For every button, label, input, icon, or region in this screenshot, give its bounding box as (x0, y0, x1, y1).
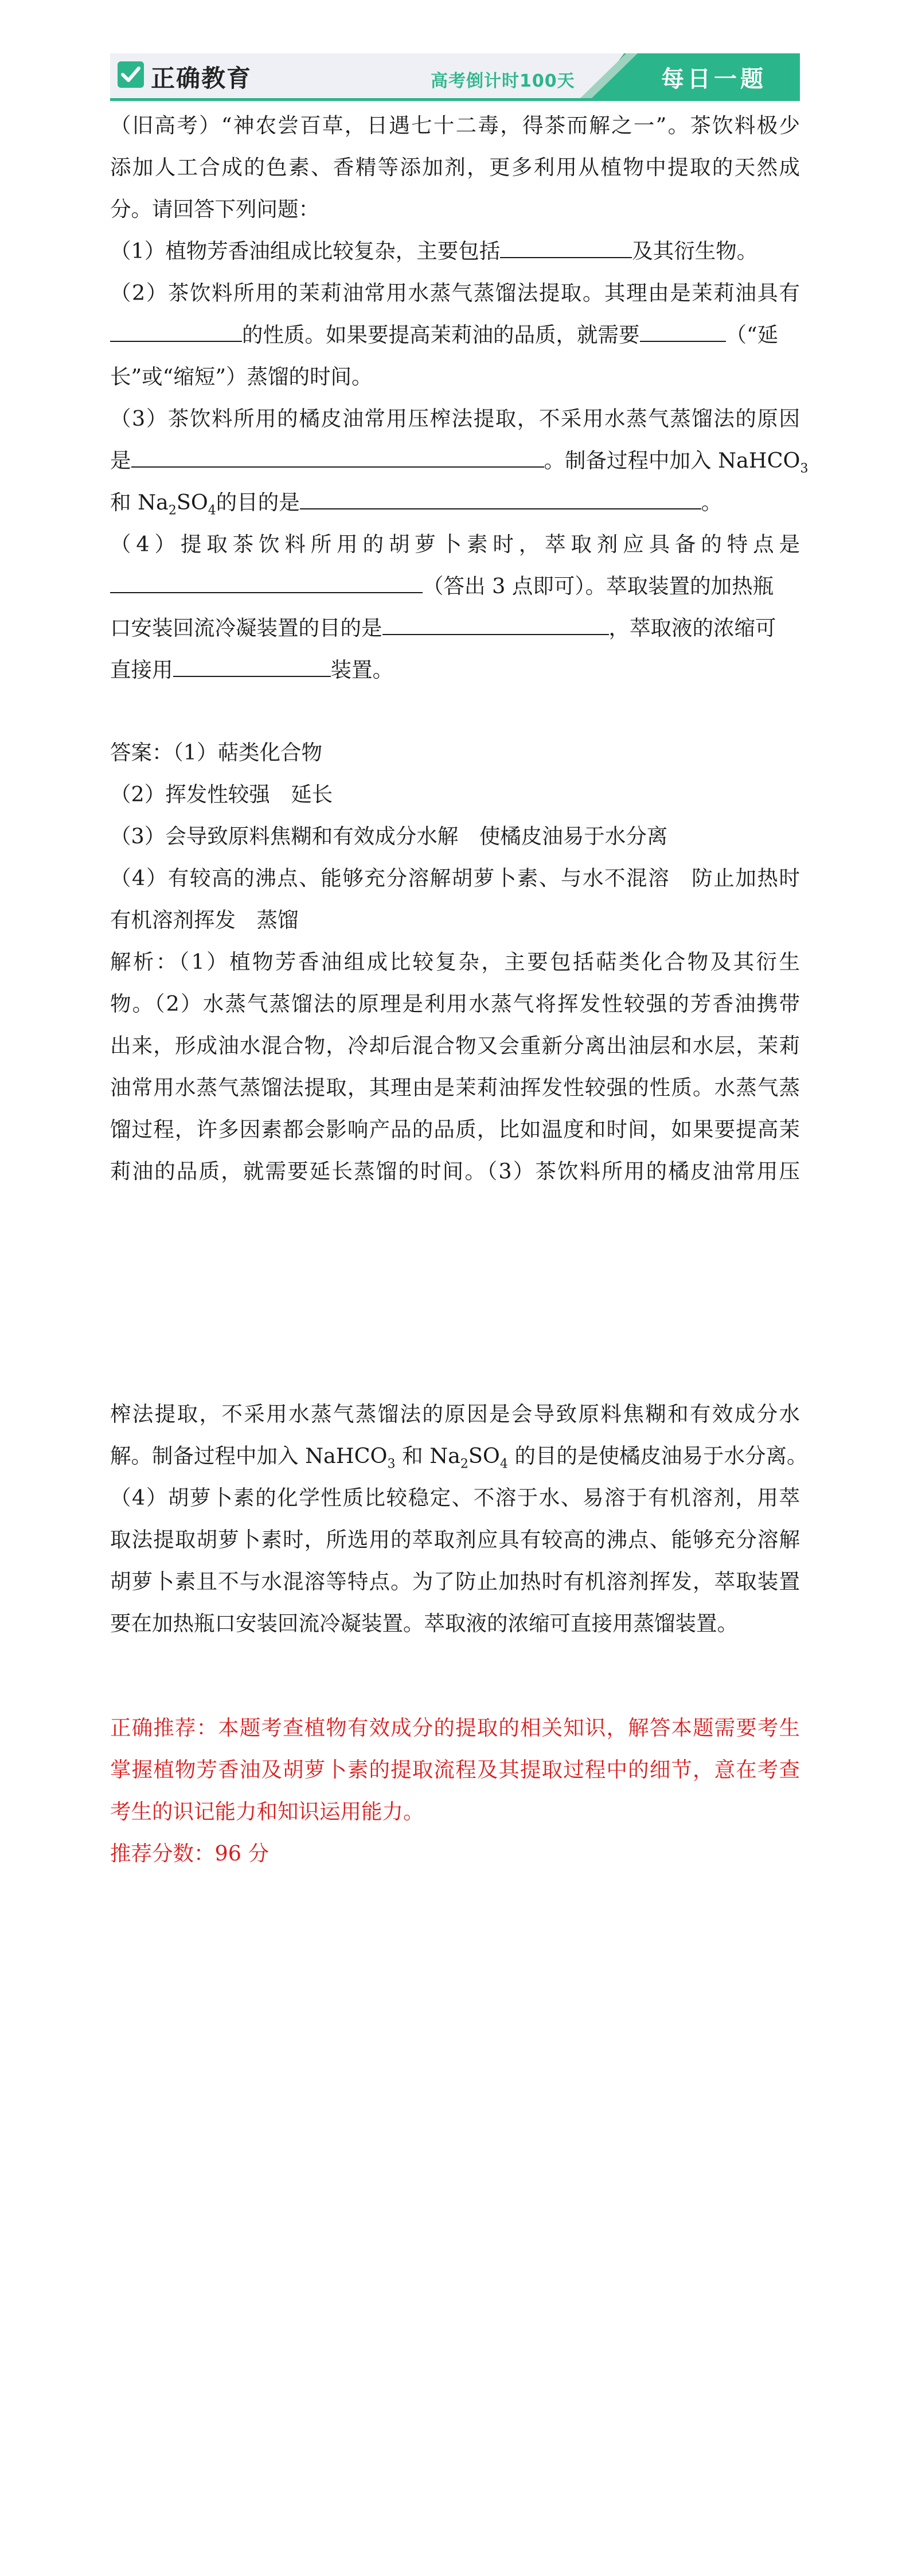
answer-line: 答案：（1）萜类化合物 (110, 740, 322, 765)
analysis-line: 出来，形成油水混合物，冷却后混合物又会重新分离出油层和水层，茉莉 (110, 1033, 800, 1058)
question-3-line: （3）茶饮料所用的橘皮油常用压榨法提取，不采用水蒸气蒸馏法的原因 (110, 406, 800, 431)
question-3-line: 是 。制备过程中加入 NaHCO$_3$ (110, 448, 809, 476)
answer-blank (500, 238, 632, 258)
answer-blank (300, 489, 701, 509)
recommendation-line: 正确推荐：本题考查植物有效成分的提取的相关知识，解答本题需要考生 (110, 1715, 800, 1740)
question-intro-line: （旧高考）“神农尝百草，日遇七十二毒，得茶而解之一”。茶饮料极少 (110, 113, 800, 138)
question-2-line: 长”或“缩短”）蒸馏的时间。 (110, 364, 373, 389)
answer-blank (382, 614, 609, 635)
analysis-line: 要在加热瓶口安装回流冷凝装置。萃取液的浓缩可直接用蒸馏装置。 (110, 1611, 738, 1636)
question-block (110, 104, 809, 691)
recommended-score: 推荐分数：96 分 (110, 1841, 270, 1866)
question-2-line: （2）茶饮料所用的茉莉油常用水蒸气蒸馏法提取。其理由是茉莉油具有 (110, 281, 800, 305)
question-4-line: （答出 3 点即可）。萃取装置的加热瓶 (110, 565, 800, 607)
analysis-continued-block (110, 1393, 808, 1644)
answer-line: （3）会导致原料焦糊和有效成分水解 使橘皮油易于水分离 (110, 824, 668, 849)
answer-line: （4）有较高的沸点、能够充分溶解胡萝卜素、与水不混溶 防止加热时 (110, 866, 800, 890)
answer-blank (131, 447, 544, 468)
question-1: （1）植物芳香油组成比较复杂，主要包括 及其衍生物。 (110, 239, 758, 263)
analysis-line: 解析：（1）植物芳香油组成比较复杂，主要包括萜类化合物及其衍生 (110, 950, 800, 974)
question-4-line: 直接用 装置。 (110, 657, 393, 682)
question-4-line: 口安装回流冷凝装置的目的是 ，萃取液的浓缩可 (110, 616, 776, 640)
analysis-line: 胡萝卜素且不与水混溶等特点。为了防止加热时有机溶剂挥发，萃取装置 (110, 1569, 800, 1594)
question-intro-line: 添加人工合成的色素、香精等添加剂，更多利用从植物中提取的天然成 (110, 155, 800, 180)
analysis-line: 馏过程，许多因素都会影响产品的品质，比如温度和时间，如果要提高茉 (110, 1117, 800, 1142)
answer-blank (110, 573, 423, 593)
daily-question-badge: 每日一题 (661, 66, 767, 92)
analysis-line: （4）胡萝卜素的化学性质比较稳定、不溶于水、易溶于有机溶剂，用萃 (110, 1485, 800, 1510)
question-4-line: （4）提取茶饮料所用的胡萝卜素时，萃取剂应具备的特点是 (110, 532, 800, 557)
header-underline (110, 98, 800, 101)
brand-name: 正确教育 (151, 64, 252, 92)
analysis-line: 解。制备过程中加入 NaHCO$_3$ 和 $Na_2SO_4$ 的目的是使橘皮油易于水分离。 (110, 1443, 808, 1472)
answer-line: （2）挥发性较强 延长 (110, 782, 333, 807)
answer-blank (110, 321, 242, 342)
analysis-line: 莉油的品质，就需要延长蒸馏的时间。（3）茶饮料所用的橘皮油常用压 (110, 1159, 800, 1184)
recommendation-line: 考生的识记能力和知识运用能力。 (110, 1799, 424, 1824)
question-3-line: 和 $Na_2SO_4$的目的是 。 (110, 490, 722, 518)
question-2-line: 的性质。如果要提高茉莉油的品质，就需要 （“延 (110, 314, 800, 356)
answer-block (110, 731, 800, 941)
answer-blank (640, 321, 726, 342)
answer-blank (173, 656, 331, 677)
exam-countdown: 高考倒计时100天 (431, 71, 575, 91)
analysis-line: 物。（2）水蒸气蒸馏法的原理是利用水蒸气将挥发性较强的芳香油携带 (110, 991, 800, 1016)
recommendation-block (110, 1707, 800, 1874)
analysis-line: 油常用水蒸气蒸馏法提取，其理由是茉莉油挥发性较强的性质。水蒸气蒸 (110, 1075, 800, 1100)
recommendation-line: 掌握植物芳香油及胡萝卜素的提取流程及其提取过程中的细节，意在考查 (110, 1757, 800, 1782)
question-intro-line: 分。请回答下列问题： (110, 197, 319, 221)
answer-line: 有机溶剂挥发 蒸馏 (110, 908, 299, 932)
check-logo-icon (118, 61, 144, 88)
analysis-line: 榨法提取，不采用水蒸气蒸馏法的原因是会导致原料焦糊和有效成分水 (110, 1402, 800, 1426)
analysis-line: 取法提取胡萝卜素时，所选用的萃取剂应具有较高的沸点、能够充分溶解 (110, 1527, 800, 1552)
analysis-block (110, 941, 800, 1192)
